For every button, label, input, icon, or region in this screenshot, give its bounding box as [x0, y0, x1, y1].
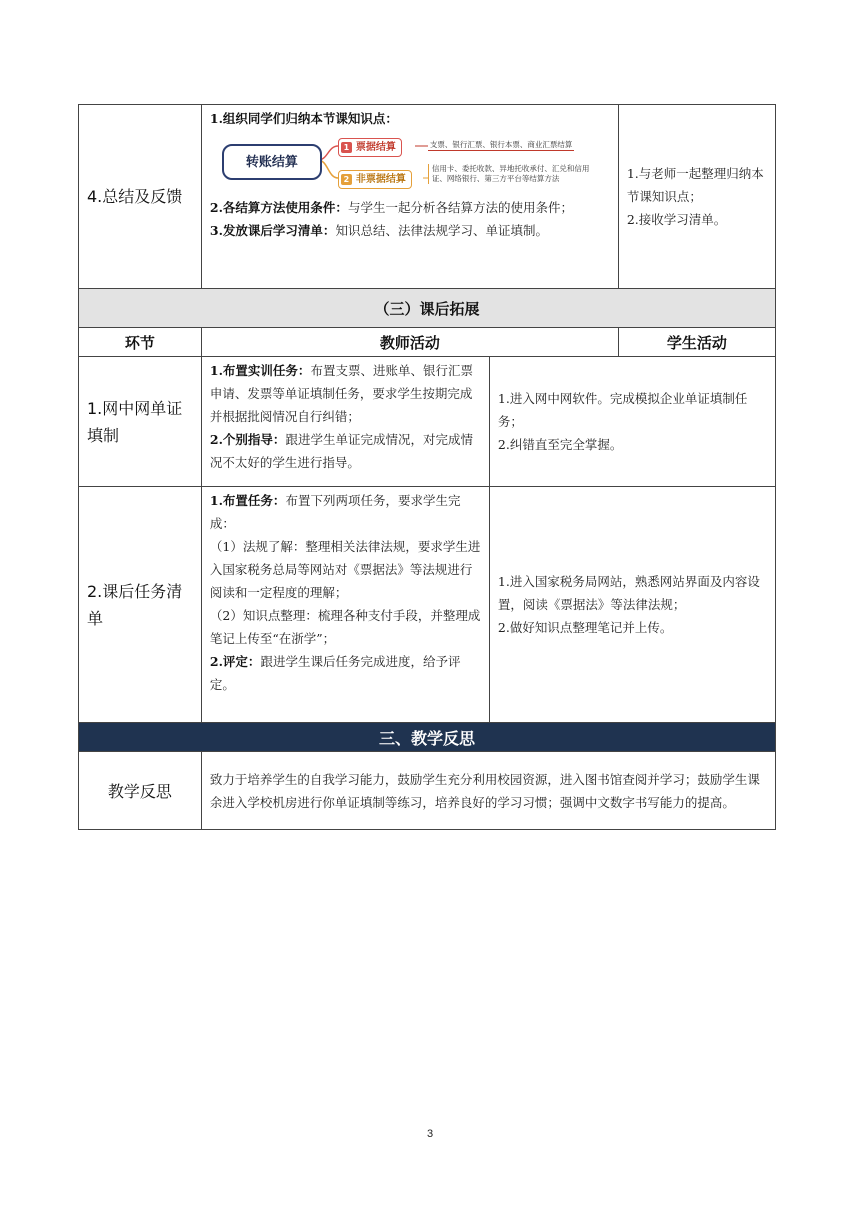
summary-teacher-activity — [201, 105, 618, 289]
stage-after-class-task-list: 2.课后任务清单 — [79, 487, 202, 723]
reflection-label: 教学反思 — [79, 752, 202, 830]
table-row — [79, 357, 776, 487]
summary-item-2: 2.各结算方法使用条件：与学生一起分析各结算方法的使用条件； — [209, 200, 573, 215]
reflection-banner-row — [79, 723, 776, 752]
summary-item-1: 1.组织同学们归纳本节课知识点： — [209, 111, 398, 126]
column-header-row — [79, 328, 776, 357]
branch-label: 非票据结算 — [355, 174, 406, 185]
mindmap-leaf-non-bill-types: 信用卡、委托收款、异地托收承付、汇兑和信用证、网络银行、第三方平台等结算方法 — [428, 164, 592, 184]
page-number: 3 — [426, 1128, 434, 1140]
teacher-activity: 1.布置实训任务：布置支票、进账单、银行汇票申请、发票等单证填制任务，要求学生按期完成并根据批阅情况自行纠错； 2.个别指导：跟进学生单证完成情况，对完成情况不太好的学生进行指导。 — [201, 357, 489, 487]
column-header-teacher: 教师活动 — [201, 328, 618, 357]
lesson-plan-table — [78, 104, 776, 830]
section-title-after-class: （三）课后拓展 — [79, 289, 776, 328]
mindmap-branch-non-bill-settlement — [338, 170, 412, 189]
knowledge-mindmap — [210, 136, 612, 194]
reflection-row — [79, 752, 776, 830]
student-activity: 1.进入国家税务局网站，熟悉网站界面及内容设置，阅读《票据法》等法律法规； 2.做好知识点整理笔记并上传。 — [489, 487, 775, 723]
summary-item-3: 3.发放课后学习清单：知识总结、法律法规学习、单证填制。 — [209, 223, 548, 238]
stage-voucher-filling: 1.网中网单证填制 — [79, 357, 202, 487]
branch-number-badge: 1 — [341, 142, 352, 153]
reflection-text: 致力于培养学生的自我学习能力，鼓励学生充分利用校园资源，进入图书馆查阅并学习；鼓励学生课余进入学校机房进行你单证填制等练习，培养良好的学习习惯；强调中文数字书写能力的提高。 — [201, 752, 775, 830]
student-activity: 1.进入网中网软件。完成模拟企业单证填制任务； 2.纠错直至完全掌握。 — [489, 357, 775, 487]
summary-row — [79, 105, 776, 289]
mindmap-branch-bill-settlement — [338, 138, 402, 157]
reflection-banner: 三、教学反思 — [79, 723, 776, 752]
column-header-student: 学生活动 — [618, 328, 775, 357]
stage-summary-feedback: 4.总结及反馈 — [79, 105, 202, 289]
mindmap-root-node: 转账结算 — [222, 144, 322, 180]
branch-number-badge: 2 — [341, 174, 352, 185]
table-row — [79, 487, 776, 723]
branch-label: 票据结算 — [355, 142, 396, 153]
section-header-row — [79, 289, 776, 328]
column-header-stage: 环节 — [79, 328, 202, 357]
summary-student-activity: 1.与老师一起整理归纳本节课知识点； 2.接收学习清单。 — [618, 105, 775, 289]
teacher-activity: 1.布置任务：布置下列两项任务，要求学生完成： （1）法规了解：整理相关法律法规，要求学生进入国家税务总局等网站对《票据法》等法规进行阅读和一定程度的理解； （2）知识点整理：梳理各种支付手段，并整理成笔记上传至“在浙学”； 2.评定：跟进学生课后任务完成进度，给予评定。 — [201, 487, 489, 723]
mindmap-leaf-bill-types: 支票、银行汇票、银行本票、商业汇票结算 — [429, 140, 573, 149]
